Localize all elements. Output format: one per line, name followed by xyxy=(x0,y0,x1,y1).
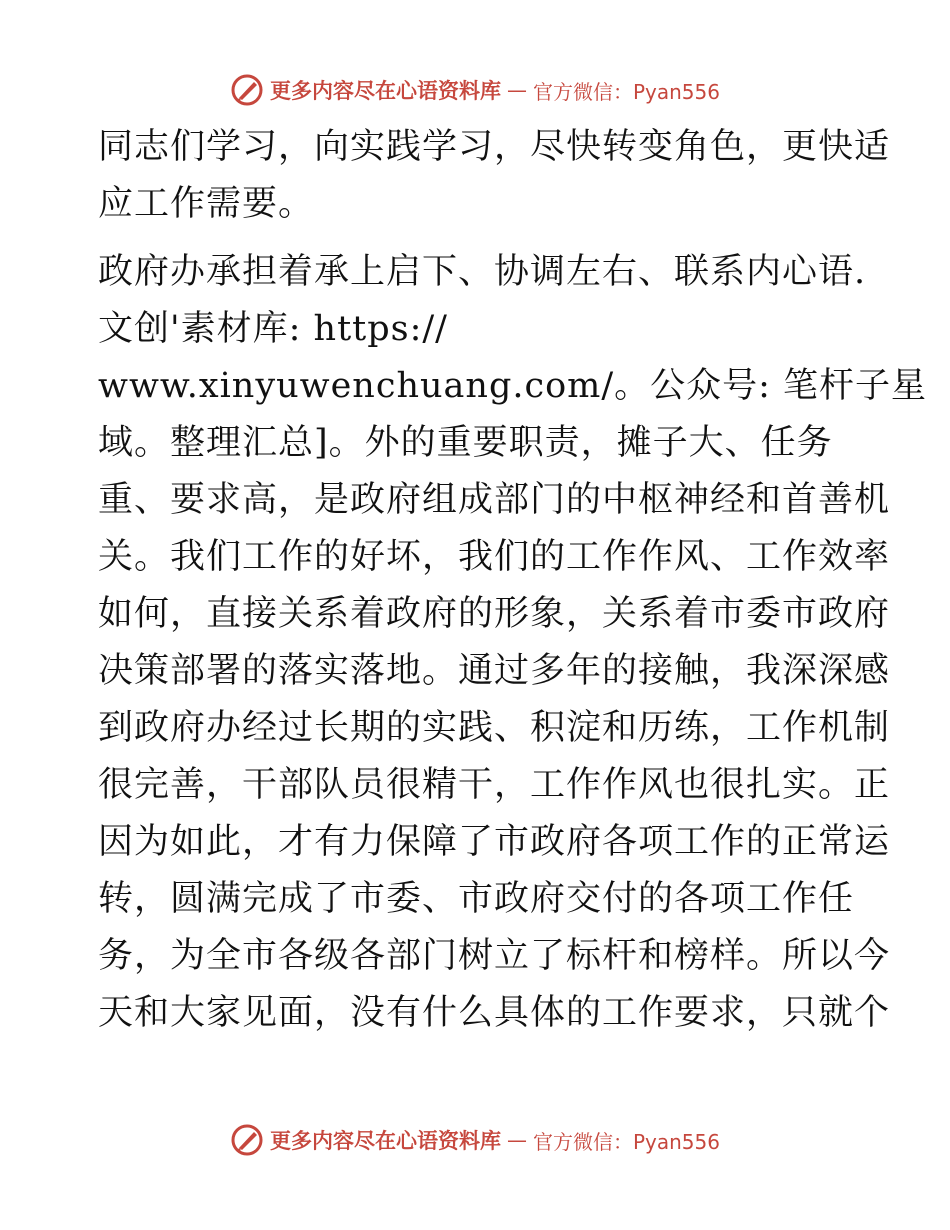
footer-slogan: 更多内容尽在心语资料库 xyxy=(269,1128,501,1153)
text-line: 政府办承担着承上启下、协调左右、联系内心语. xyxy=(98,252,867,292)
header-banner xyxy=(0,70,950,110)
text-line: 很完善，干部队员很精干，工作作风也很扎实。正 xyxy=(98,765,891,805)
footer-banner xyxy=(0,1120,950,1160)
text-line: 天和大家见面，没有什么具体的工作要求，只就个 xyxy=(98,993,891,1033)
header-separator: — xyxy=(506,78,527,102)
text-line: 同志们学习，向实践学习，尽快转变角色，更快适 xyxy=(98,127,891,167)
text-line: 决策部署的落实落地。通过多年的接触，我深深感 xyxy=(98,651,891,691)
body-text xyxy=(98,124,928,1047)
text-line: 如何，直接关系着政府的形象，关系着市委市政府 xyxy=(98,594,891,634)
quill-seal-icon xyxy=(230,73,264,107)
text-line: 域。整理汇总]。外的重要职责，摊子大、任务 xyxy=(98,423,833,463)
quill-seal-icon xyxy=(230,1123,264,1157)
text-line: 文创'素材库: https:// xyxy=(98,309,448,349)
paragraph-gap xyxy=(98,238,858,249)
footer-separator: — xyxy=(506,1128,527,1152)
text-line: www.xinyuwenchuang.com/。公众号: 笔杆子星 xyxy=(98,366,928,406)
text-line: 应工作需要。 xyxy=(98,184,315,224)
text-line: 转，圆满完成了市委、市政府交付的各项工作任 xyxy=(98,879,855,919)
footer-wechat: 官方微信：Pyan556 xyxy=(532,1129,720,1154)
text-line: 到政府办经过长期的实践、积淀和历练，工作机制 xyxy=(98,708,891,748)
text-line: 务，为全市各级各部门树立了标杆和榜样。所以今 xyxy=(98,936,891,976)
header-wechat: 官方微信：Pyan556 xyxy=(532,79,720,104)
text-line: 因为如此，才有力保障了市政府各项工作的正常运 xyxy=(98,822,891,862)
text-line: 重、要求高，是政府组成部门的中枢神经和首善机 xyxy=(98,480,891,520)
header-slogan: 更多内容尽在心语资料库 xyxy=(269,78,501,103)
text-line: 关。我们工作的好坏，我们的工作作风、工作效率 xyxy=(98,537,891,577)
